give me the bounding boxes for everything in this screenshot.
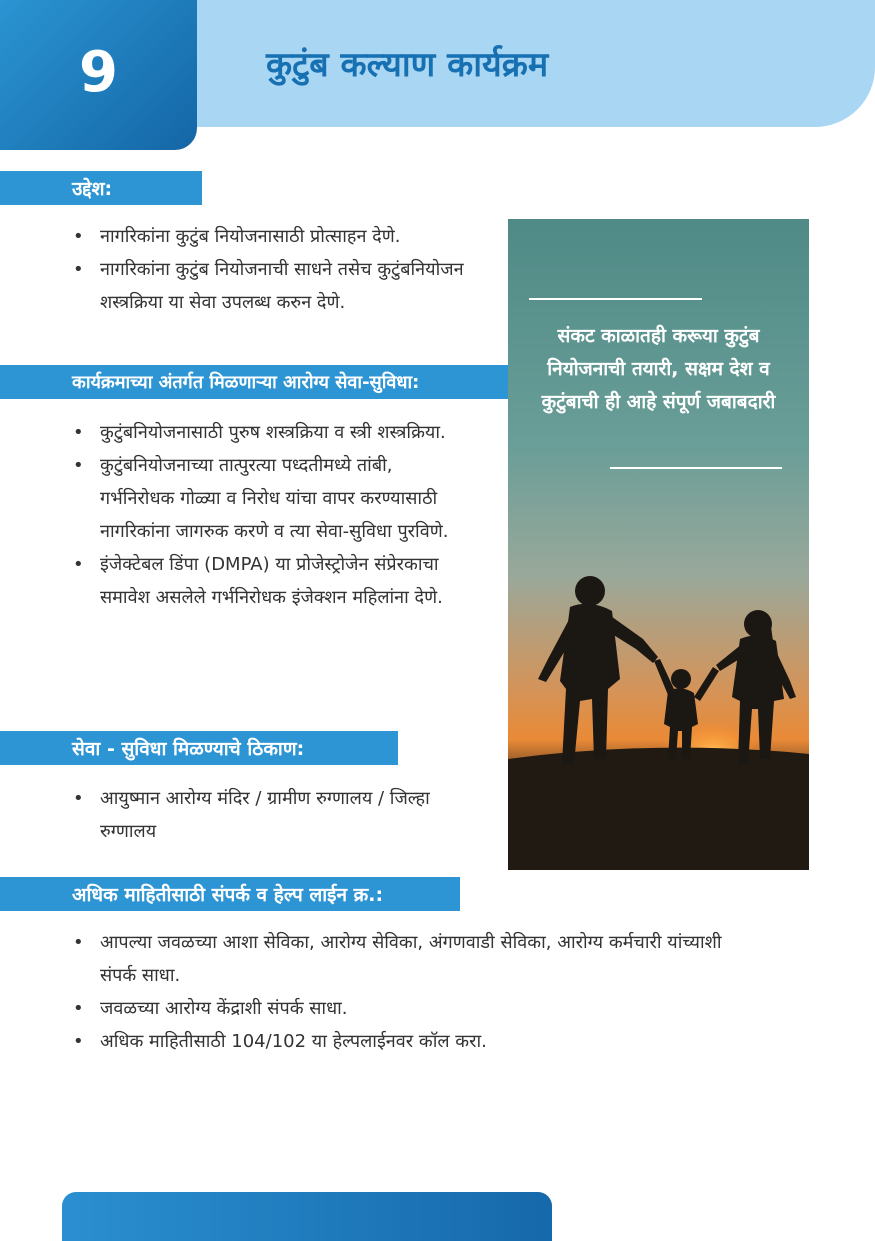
quote-divider-top: [529, 298, 702, 300]
family-sunset-illustration: [508, 219, 809, 870]
chapter-number-box: [0, 0, 197, 150]
list-item: • आयुष्मान आरोग्य मंदिर / ग्रामीण रुग्णालय / जिल्हा रुग्णालय: [70, 782, 470, 848]
list-item: • नागरिकांना कुटुंब नियोजनाची साधने तसेच कुटुंबनियोजन शस्त्रक्रिया या सेवा उपलब्ध करुन देणे.: [70, 253, 470, 319]
objectives-list: [70, 220, 470, 319]
page-title: कुटुंब कल्याण कार्यक्रम: [266, 45, 549, 85]
list-item: • अधिक माहितीसाठी 104/102 या हेल्पलाईनवर कॉल करा.: [70, 1025, 760, 1058]
locations-list: [70, 782, 470, 848]
list-item: • इंजेक्टेबल डिंपा (DMPA) या प्रोजेस्ट्रोजेन संप्रेरकाचा समावेश असलेले गर्भनिरोधक इंजेक्शन महिलांना देणे.: [70, 548, 470, 614]
chapter-number: 9: [79, 39, 118, 105]
section-heading-objectives: उद्देश:: [0, 171, 202, 205]
section-heading-locations: सेवा - सुविधा मिळण्याचे ठिकाण:: [0, 731, 398, 765]
footer-bar: [62, 1192, 552, 1241]
list-item: • कुटुंबनियोजनाच्या तात्पुरत्या पध्दतीमध्ये तांबी, गर्भनिरोधक गोळ्या व निरोध यांचा वापर करण्यासाठी नागरिकांना जागरुक करणे व त्या सेवा-सुविधा पुरविणे.: [70, 449, 470, 548]
list-item: • कुटुंबनियोजनासाठी पुरुष शस्त्रक्रिया व स्त्री शस्त्रक्रिया.: [70, 416, 470, 449]
family-silhouette-image: [508, 219, 809, 870]
list-item: • आपल्या जवळच्या आशा सेविका, आरोग्य सेविका, अंगणवाडी सेविका, आरोग्य कर्मचारी यांच्याशी संपर्क साधा.: [70, 926, 760, 992]
poster-quote: संकट काळातही करूया कुटुंब नियोजनाची तयारी, सक्षम देश व कुटुंबाची ही आहे संपूर्ण जबाबदारी: [541, 325, 776, 413]
services-list: [70, 416, 470, 614]
section-heading-services: कार्यक्रमाच्या अंतर्गत मिळणाऱ्या आरोग्य सेवा-सुविधा:: [0, 365, 508, 399]
quote-divider-bottom: [610, 467, 782, 469]
list-item: • जवळच्या आरोग्य केंद्राशी संपर्क साधा.: [70, 992, 760, 1025]
section-heading-contact: अधिक माहितीसाठी संपर्क व हेल्प लाईन क्र.:: [0, 877, 460, 911]
list-item: • नागरिकांना कुटुंब नियोजनासाठी प्रोत्साहन देणे.: [70, 220, 470, 253]
contact-list: [70, 926, 760, 1058]
